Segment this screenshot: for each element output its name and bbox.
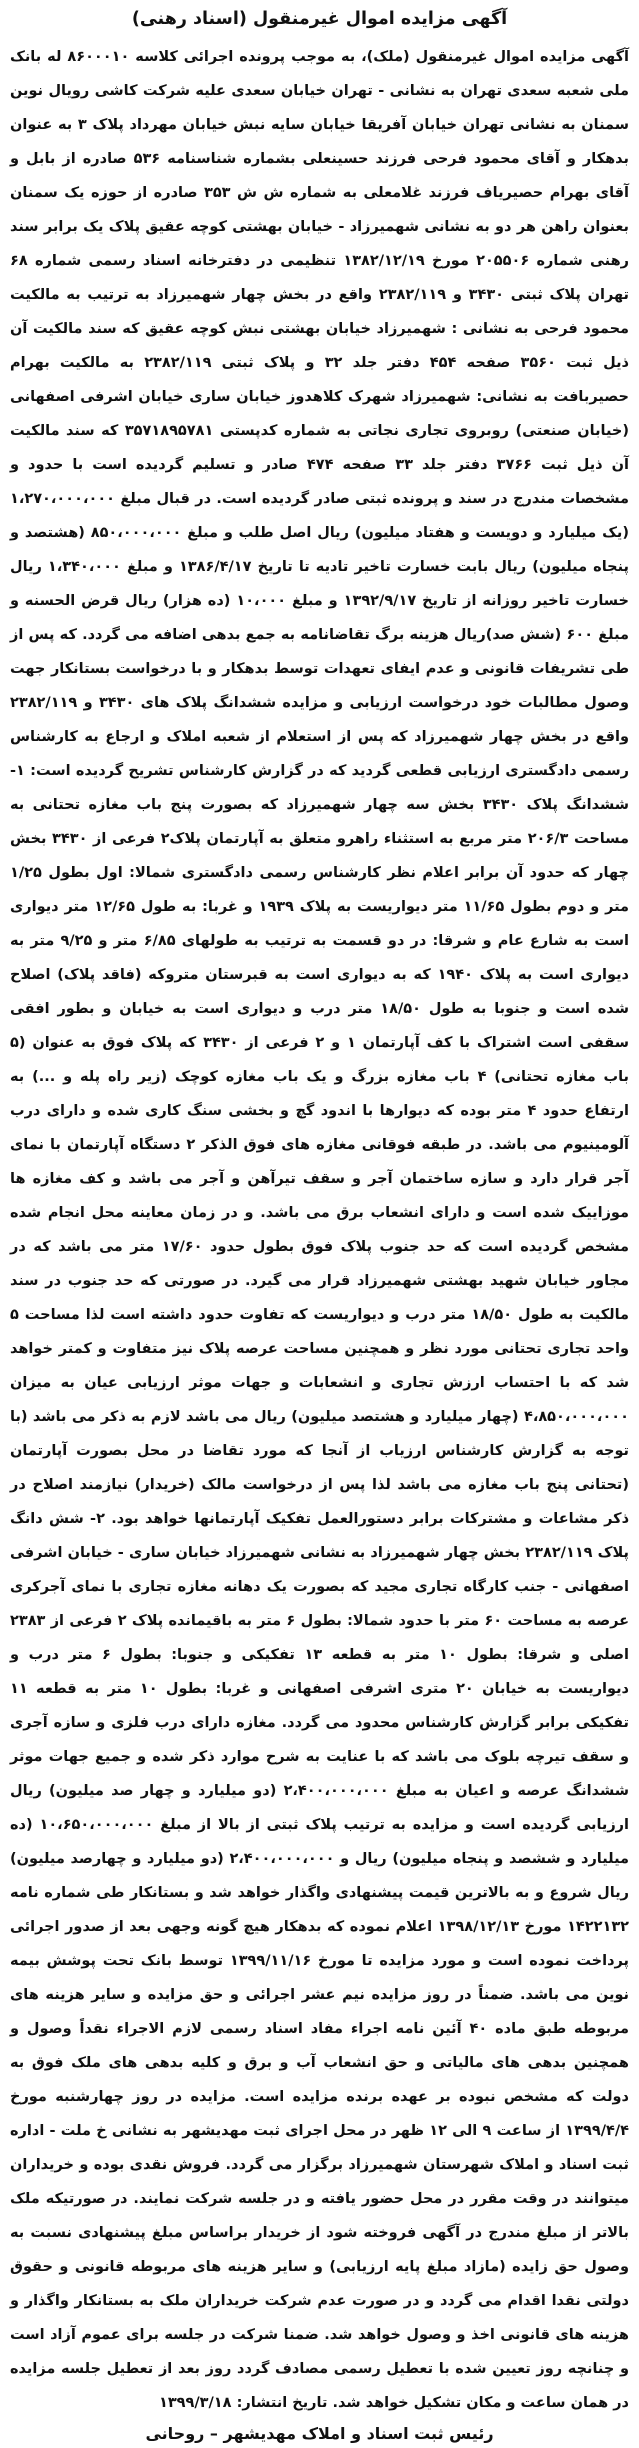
notice-signature: رئیس ثبت اسناد و املاک مهدیشهر – روحانی [145,2424,494,2443]
notice-body [10,40,629,2420]
notice-title: آگهی مزایده اموال غیرمنقول (اسناد رهنی) [131,9,508,29]
notice-text: آگهی مزایده اموال غیرمنقول (ملک)، به موجب پرونده اجرائی کلاسه ۸۶۰۰۰۱۰ له بانک ملی شعبه سعدی تهران به نشانی - تهران خیابان سعدی علیه شرکت کاشی رویال نوین سمنان به نشانی تهران خیابان آفریقا خیابان سایه نبش خیابان مهرداد پلاک ۳ به عنوان بدهکار و آقای محمود فرحی فرزند حسینعلی بشماره شناسنامه ۵۳۶ صادره از بابل و آقای بهرام حصیریاف فرزند غلامعلی به شماره ش ش ۳۵۳ صادره از حوزه یک سمنان بعنوان راهن هر دو به نشانی شهمیرزاد - خیابان بهشتی کوچه عقیق پلاک یک برابر سند رهنی شماره ۲۰۵۵۰۶ مورخ ۱۳۸۲/۱۲/۱۹ تنظیمی در دفترخانه اسناد رسمی شماره ۶۸ تهران پلاک ثبتی ۳۴۳۰ و ۲۳۸۲/۱۱۹ واقع در بخش چهار شهمیرزاد به ترتیب به مالکیت محمود فرحی به نشانی : شهمیرزاد خیابان بهشتی نبش کوچه عقیق که سند مالکیت آن ذیل ثبت ۳۵۶۰ صفحه ۴۵۴ دفتر جلد ۳۲ و پلاک ثبتی ۲۳۸۲/۱۱۹ به مالکیت بهرام حصیربافت به نشانی: شهمیرزاد شهرک کلاهدوز خیابان ساری خیابان اشرفی اصفهانی (خیابان صنعتی) روبروی تجاری نجاتی به شماره کدپستی ۳۵۷۱۸۹۵۷۸۱ که سند مالکیت آن ذیل ثبت ۳۷۶۶ دفتر جلد ۳۳ صفحه ۴۷۴ صادر و تسلیم گردیده است با حدود و مشخصات مندرج در سند و پرونده ثبتی صادر گردیده است. در قبال مبلغ ۱،۲۷۰،۰۰۰،۰۰۰ (یک میلیارد و دویست و هفتاد میلیون) ریال اصل طلب و مبلغ ۸۵۰،۰۰۰،۰۰۰ (هشتصد و پنجاه میلیون) ریال بابت خسارت تاخیر تادیه تا تاریخ ۱۳۸۶/۴/۱۷ و مبلغ ۱،۳۴۰،۰۰۰ ریال خسارت تاخیر روزانه از تاریخ ۱۳۹۲/۹/۱۷ و مبلغ ۱۰،۰۰۰ (ده هزار) ریال قرض الحسنه و مبلغ ۶۰۰ (شش صد)ریال هزینه برگ تقاضانامه به جمع بدهی اضافه می گردد. که پس از طی تشریفات قانونی و عدم ایفای تعهدات توسط بدهکار و با درخواست بستانکار جهت وصول مطالبات خود درخواست ارزیابی و مزایده ششدانگ پلاک های ۳۴۳۰ و ۲۳۸۲/۱۱۹ واقع در بخش چهار شهمیرزاد که پس از استعلام از شعبه املاک و ارجاع به کارشناس رسمی دادگستری ارزیابی قطعی گردید که در گزارش کارشناس تشریح گردیده است: ۱- ششدانگ پلاک ۳۴۳۰ بخش سه چهار شهمیرزاد که بصورت پنج باب مغازه تحتانی به مساحت ۲۰۶/۳ متر مربع به استثناء راهرو متعلق به آپارتمان پلاک۲ فرعی از ۳۴۳۰ بخش چهار که حدود آن برابر اعلام نظر کارشناس رسمی دادگستری شمالا: اول بطول ۱/۲۵ متر و دوم بطول ۱۱/۶۵ متر دیواریست به پلاک ۱۹۳۹ و غربا: به طول ۱۲/۶۵ متر دیواری است به شارع عام و شرقا: در دو قسمت به ترتیب به طولهای ۶/۸۵ متر و ۹/۲۵ متر به دیواری است به پلاک ۱۹۴۰ که به دیواری است به قبرستان متروکه (فاقد پلاک) اصلاح شده است و جنوبا به طول ۱۸/۵۰ متر درب و دیواری است به خیابان و بطور افقی سقفی است اشتراک با کف آپارتمان ۱ و ۲ فرعی از ۳۴۳۰ که پلاک فوق به عنوان (۵ باب مغازه تحتانی) ۴ باب مغازه بزرگ و یک باب مغازه کوچک (زیر راه پله و ...) به ارتفاع حدود ۴ متر بوده که دیوارها با اندود گچ و بخشی سنگ کاری شده و دارای درب آلومینیوم می باشد. در طبقه فوقانی مغازه های فوق الذکر ۲ دستگاه آپارتمان با نمای آجر قرار دارد و سازه ساختمان آجر و سقف تیرآهن و آجر می باشد و کف مغازه ها موزاییک شده است و دارای انشعاب برق می باشد. و در زمان معاینه محل انجام شده مشخص گردیده است که حد جنوب پلاک فوق بطول حدود ۱۷/۶۰ متر می باشد که در مجاور خیابان شهید بهشتی شهمیرزاد قرار می گیرد. در صورتی که حد جنوب در سند مالکیت به طول ۱۸/۵۰ متر درب و دیواریست که تفاوت حدود داشته است لذا مساحت ۵ واحد تجاری تحتانی مورد نظر و همچنین مساحت عرصه پلاک نیز متفاوت و کمتر خواهد شد که با احتساب ارزش تجاری و انشعابات و جهات موثر ارزیابی عیان به میزان ۴،۸۵۰،۰۰۰،۰۰۰ (چهار میلیارد و هشتصد میلیون) ریال می باشد لازم به ذکر می باشد (با توجه به گزارش کارشناس ارزیاب از آنجا که مورد تقاضا در محل بصورت آپارتمان (تحتانی پنج باب مغازه می باشد لذا پس از درخواست مالک (خریدار) نیازمند اصلاح در ذکر مشاعات و مشترکات برابر دستورالعمل تفکیک آپارتمانها خواهد بود. ۲- شش دانگ پلاک ۲۳۸۲/۱۱۹ بخش چهار شهمیرزاد به نشانی شهمیرزاد خیابان ساری - خیابان اشرفی اصفهانی - جنب کارگاه تجاری مجید که بصورت یک دهانه مغازه تجاری با نمای آجرکری عرصه به مساحت ۶۰ متر با حدود شمالا: بطول ۶ متر به باقیمانده پلاک ۲ فرعی از ۲۳۸۳ اصلی و شرقا: بطول ۱۰ متر به قطعه ۱۳ تفکیکی و جنوبا: بطول ۶ متر درب و دیواریست به خیابان ۲۰ متری اشرفی اصفهانی و غربا: بطول ۱۰ متر به قطعه ۱۱ تفکیکی برابر گزارش کارشناس محدود می گردد. مغازه دارای درب فلزی و سازه آجری و سقف تیرچه بلوک می باشد که با عنایت به شرح موارد ذکر شده و جمیع جهات موثر ششدانگ عرصه و اعیان به مبلغ ۲،۴۰۰،۰۰۰،۰۰۰ (دو میلیارد و چهار صد میلیون) ریال ارزیابی گردیده است و مزایده به ترتیب پلاک ثبتی از بالا از مبلغ ۱۰،۶۵۰،۰۰۰،۰۰۰ (ده میلیارد و ششصد و پنجاه میلیون) ریال و ۲،۴۰۰،۰۰۰،۰۰۰ (دو میلیارد و چهارصد میلیون) ریال شروع و به بالاترین قیمت پیشنهادی واگذار خواهد شد و بستانکار طی شماره نامه ۱۴۲۲۱۳۲ مورخ ۱۳۹۸/۱۲/۱۳ اعلام نموده که بدهکار هیچ گونه وجهی بعد از صدور اجرائی پرداخت نموده است و مورد مزایده تا مورخ ۱۳۹۹/۱۱/۱۶ توسط بانک تحت پوشش بیمه نوین می باشد. ضمناً در روز مزایده نیم عشر اجرائی و حق مزایده و سایر هزینه های مربوطه طبق ماده ۴۰ آئین نامه اجراء مفاد اسناد رسمی لازم الاجراء نقداً وصول و همچنین بدهی های مالیاتی و حق انشعاب آب و برق و کلیه بدهی های ملک فوق به دولت که مشخص نبوده بر عهده برنده مزایده است. مزایده در روز چهارشنبه مورخ ۱۳۹۹/۴/۴ از ساعت ۹ الی ۱۲ ظهر در محل اجرای ثبت مهدیشهر به نشانی خ ملت - اداره ثبت اسناد و املاک شهرستان شهمیرزاد برگزار می گردد. فروش نقدی بوده و خریداران میتوانند در وقت مقرر در محل حضور یافته و در جلسه شرکت نمایند. در صورتیکه ملک بالاتر از مبلغ مندرج در آگهی فروخته شود از خریدار براساس مبلغ پیشنهادی نسبت به وصول حق زایده (مازاد مبلغ پایه ارزیابی) و سایر هزینه های مربوطه قانونی و حقوق دولتی نقدا اقدام می گردد و در صورت عدم شرکت خریداران ملک به بستانکار واگذار و هزینه های قانونی اخذ و وصول خواهد شد. ضمنا شرکت در جلسه برای عموم آزاد است و چنانچه روز تعیین شده با تعطیل رسمی مصادف گردد روز بعد از تعطیل جلسه مزایده در همان ساعت و مکان تشکیل خواهد شد. [10,49,630,2411]
publication-date: تاریخ انتشار: ۱۳۹۹/۳/۱۸ [158,2395,328,2411]
